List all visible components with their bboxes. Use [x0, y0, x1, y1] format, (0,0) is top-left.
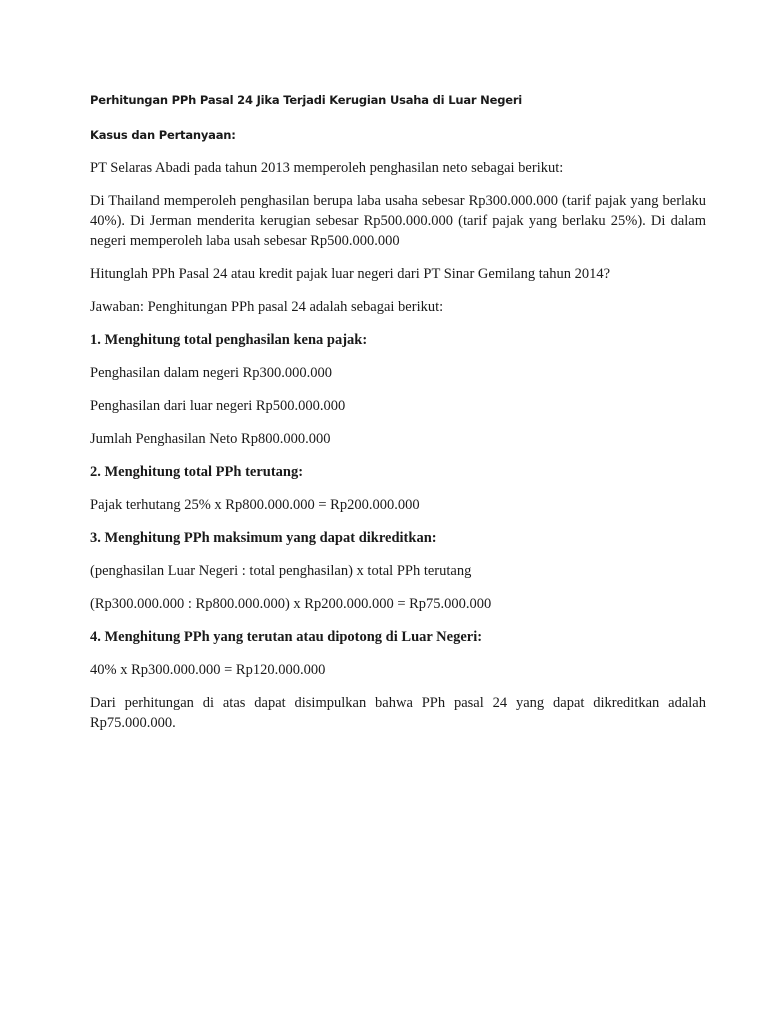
- step3-line-calculation: (Rp300.000.000 : Rp800.000.000) x Rp200.000.000 = Rp75.000.000: [90, 596, 492, 612]
- intro-paragraph: PT Selaras Abadi pada tahun 2013 memperoleh penghasilan neto sebagai berikut:: [90, 160, 564, 176]
- step1-heading: 1. Menghitung total penghasilan kena pajak:: [90, 332, 368, 348]
- case-paragraph: Di Thailand memperoleh penghasilan berupa laba usaha sebesar Rp300.000.000 (tarif pajak yang berlaku 40%). Di Jerman menderita kerugian sebesar Rp500.000.000 (tarif pajak yang berlaku 25%). Di dalam negeri memperoleh laba usah sebesar Rp500.000.000: [90, 193, 706, 249]
- question-paragraph: Hitunglah PPh Pasal 24 atau kredit pajak luar negeri dari PT Sinar Gemilang tahun 2014?: [90, 266, 611, 282]
- document-page: [90, 92, 706, 746]
- conclusion-paragraph: Dari perhitungan di atas dapat disimpulkan bahwa PPh pasal 24 yang dapat dikreditkan adalah Rp75.000.000.: [90, 695, 706, 731]
- step2-heading: 2. Menghitung total PPh terutang:: [90, 464, 304, 480]
- document-title: Perhitungan PPh Pasal 24 Jika Terjadi Kerugian Usaha di Luar Negeri: [90, 93, 523, 107]
- step3-line-formula: (penghasilan Luar Negeri : total penghasilan) x total PPh terutang: [90, 563, 472, 579]
- answer-intro: Jawaban: Penghitungan PPh pasal 24 adalah sebagai berikut:: [90, 299, 444, 315]
- step1-line-foreign: Penghasilan dari luar negeri Rp500.000.000: [90, 398, 346, 414]
- step1-line-total: Jumlah Penghasilan Neto Rp800.000.000: [90, 431, 331, 447]
- step4-line-calculation: 40% x Rp300.000.000 = Rp120.000.000: [90, 662, 326, 678]
- step2-line-tax: Pajak terhutang 25% x Rp800.000.000 = Rp200.000.000: [90, 497, 420, 513]
- section-subtitle: Kasus dan Pertanyaan:: [90, 128, 236, 142]
- step4-heading: 4. Menghitung PPh yang terutan atau dipotong di Luar Negeri:: [90, 629, 483, 645]
- step1-line-domestic: Penghasilan dalam negeri Rp300.000.000: [90, 365, 333, 381]
- step3-heading: 3. Menghitung PPh maksimum yang dapat dikreditkan:: [90, 530, 437, 546]
